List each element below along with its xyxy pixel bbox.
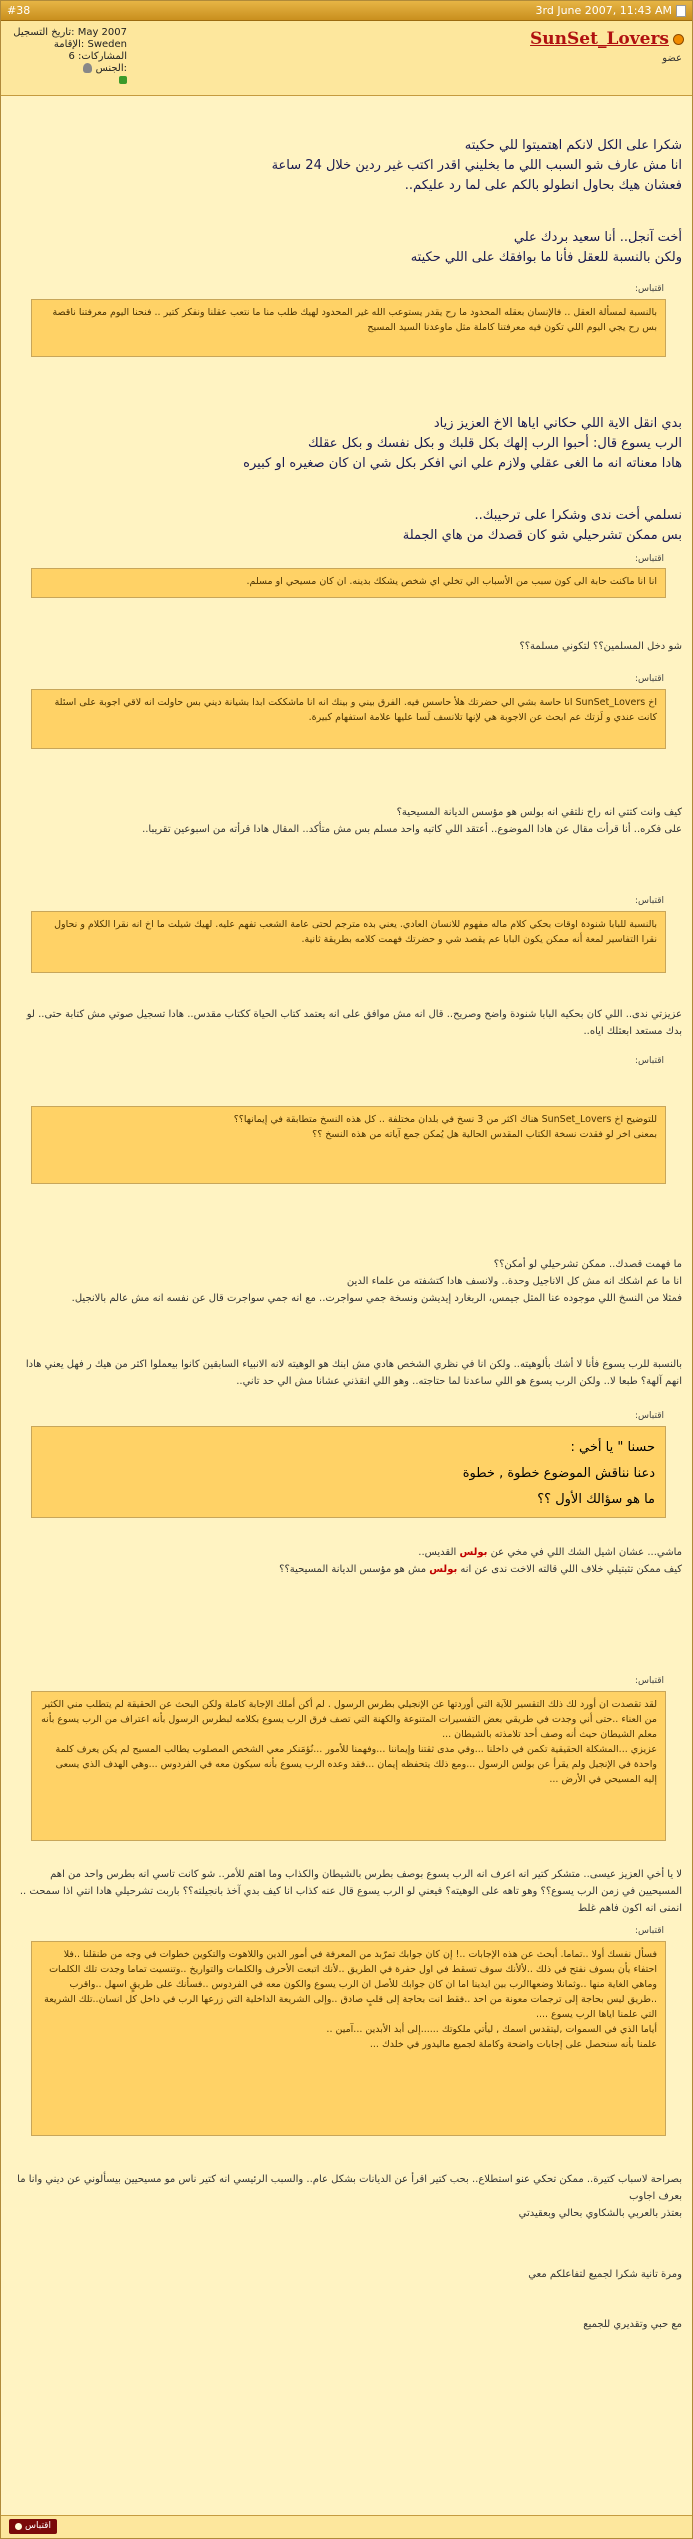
post-header-bar xyxy=(1,1,692,21)
paragraph: شو دخل المسلمين؟؟ لتكوني مسلمة؟؟ xyxy=(519,641,682,652)
post-icon xyxy=(676,5,686,17)
quote-box: بالنسبة للبابا شنودة اوقات بحكي كلام ماله مفهوم للانسان العادي. يعني بده مترجم لحتى عامة الشعب تفهم عليه. لهيك شيلت ما اخ انه نقرا الكلام و نحاول نقرا التفاسير لمعة أنه ممكن يكون البابا عم يقصد شي و حضرتك فهمت كلامه بطريقة ثانية. xyxy=(31,911,666,973)
quote-label: اقتباس: xyxy=(635,284,664,294)
paragraph: ومرة تانية شكرا لجميع لتفاعلكم معي xyxy=(528,2269,682,2280)
user-info-bar xyxy=(1,21,692,96)
quote-label: اقتباس: xyxy=(635,1411,664,1421)
quote-box: للتوضيح اخ SunSet_Lovers هناك اكثر من 3 نسخ في بلدان مختلفة .. كل هذه النسخ متطابقة في إيمانها؟؟ بمعنى اخر لو فقدت نسخة الكتاب المقدس الحالية هل يُمكن جمع آياته من هذه النسخ ؟؟ xyxy=(31,1106,666,1184)
quote-box: بالنسبة لمسألة العقل .. فالإنسان بعقله المحدود ما رح يقدر يستوعب الله غير المحدود لهيك طلب منا ما نتعب عقلنا ونفكر كتير .. فنحنا اليوم معرفتنا ناقصة بس رح يجي اليوم اللي تكون فيه معرفتنا كاملة مثل ماوعدنا السيد المسيح xyxy=(31,299,666,357)
text-run: القديس.. كيف ممكن تثبتيلي خلاف اللي قالته الاخت ندى عن انه xyxy=(418,1547,682,1575)
quote-label: اقتباس: xyxy=(635,674,664,684)
quote-label: اقتباس: xyxy=(635,1056,664,1066)
post-count: المشاركات: 6 xyxy=(68,51,127,62)
post-body xyxy=(1,96,692,2516)
quote-button[interactable] xyxy=(9,2519,57,2534)
quote-button-label: اقتباس xyxy=(25,2521,51,2531)
paragraph: بدي انقل الاية اللي حكاني اياها الاخ العزيز زياد الرب يسوع قال: أحبوا الرب إلهك بكل قلبك و بكل نفسك و بكل عقلك هادا معناته انه ما الغى عقلي ولازم علي اني افكر بكل شي ان كان صغيره او كبيره xyxy=(243,416,682,471)
online-status-icon xyxy=(119,76,127,84)
text-run: مش هو مؤسس الديانة المسيحية؟؟ xyxy=(279,1564,430,1575)
user-location: الإقامة: Sweden xyxy=(53,39,127,50)
registration-date: تاريخ التسجيل: May 2007 xyxy=(13,27,127,38)
quote-label: اقتباس: xyxy=(635,1676,664,1686)
post-number[interactable]: #38 xyxy=(7,4,31,17)
post-footer xyxy=(1,2515,692,2538)
quote-label: اقتباس: xyxy=(635,896,664,906)
user-title: عضو xyxy=(662,53,682,64)
paragraph: كيف وانت كتتي انه راح نلتقي انه بولس هو مؤسس الديانة المسيحية؟ على فكره.. أنا قرأت مقال عن هادا الموضوع.. أعتقد اللي كاتبه واحد مسلم بس مش متأكد.. المقال هادا قرأته من اسبوعين تقريبا.. xyxy=(142,807,682,835)
paragraph: عزيزتي ندى.. اللي كان بحكيه البابا شنودة واضح وصريح.. قال انه مش موافق على انه يعتمد كتاب الحياة ككتاب مقدس.. هادا تسجيل صوتي مش كتابة حتى.. لو بدك مستعد ابعثلك اياه.. xyxy=(26,1009,682,1037)
gender-label: الجنس: xyxy=(95,63,127,74)
paragraph: نسلمي أخت ندى وشكرا على ترحيبك.. بس ممكن تشرحيلي شو كان قصدك من هاي الجملة xyxy=(402,508,682,543)
quote-box: اخ SunSet_Lovers انا حاسة بشي الي حضرتك هلأ حاسس فيه. الفرق بيني و بينك انه انا ماشككت ابدا بشيانة ديني بس حاولت انه لاقي اجوبة على اسئلة كانت عندي و لَزتك عم ابحث عن الاجوبة هي لإنها تلانسف لَسا عليها علامة استفهام كبيرة. xyxy=(31,689,666,749)
paragraph: لا يا أخي العزيز عيسى.. متشكر كتير انه اعرف انه الرب يسوع بوصف بطرس بالشيطان والكذاب وما اهتم للأمر.. شو كانت تاسي انه بطرس واحد من اهم المسيحيين في زمن الرب يسوع؟؟ وهو تاهه على الوهيته؟ فيعني لو الرب يسوع قال عنه كذاب انا كيف بدي آخذ بانجيلته؟؟ باربت تشرحيلي هادا انتي اذا سمحت .. انمنى انه اكون فاهم غلط xyxy=(19,1869,682,1914)
gender-icon xyxy=(83,63,92,73)
post-date-wrap xyxy=(536,4,686,17)
username-wrap xyxy=(530,29,684,49)
user-details xyxy=(7,27,127,87)
post-date: 3rd June 2007, 11:43 AM xyxy=(535,4,672,17)
paragraph: بالنسبة للرب يسوع فأنا لا أشك بألوهيته.. ولكن انا في نظري الشخص هادي مش ابنك هو الوهيته لانه الانبياء السابقين كانوا بيعملوا اكثر من هيك ر فهل يعني هادا انهم آلهة؟ طبعا لا.. ولكن الرب يسوع هو اللي ساعدنا لما حتاجته.. وهو اللي انقذني عشانا مش الي حد تاني.. xyxy=(25,1359,682,1387)
quote-box: فسأل نفسك أولا ..تماما. أبحث عن هذه الإجابات ..! إن كان جوابك تمرّبد من المعرفة في أمور الدين واللاهوت والتكوين خطوات في وجه من طنقلنا ..فلا احتفاء يأن بسوف نفتح في ذلك ..لألأنك سوف تسقط في اول حفرة في الطريق ..لأنك اتبعت الأحرف والكلمات والتواريخ ..وتنسيت تماما وجدت تلك الكلمات وماهي الغاية منها ..وثمانلا وضعهاالرب بين ايدينا اما ان كان جوابك للأصل ان الرب يسوع والكون معه في الفردوس ..فسأنك على طريقٍ اسهل ..واقرب ..طريق ليس بحاجة إلى ترجمات معونة من احد ..فقط انت بحاجة إلى قلبٍ صادق ..وإلى الشريعة الداخلية التي زرعها الرب في داخل كل انسان..تلك الشريعة التي علمنا اياها الرب يسوع .... أياما الذي في السموات ,ليتقدس اسمك , ليأتي ملكوتك ......إلى أبد الأبدين ...آمين .. علمنا بأنه سنحصل على إجابات واضحة وكاملة لجميع ماليدور في خلدك ... xyxy=(31,1941,666,2136)
paragraph xyxy=(11,1544,682,1578)
paragraph: بصراحة لاسباب كتيرة.. ممكن تحكي عنو استطلاع.. بحب كتير اقرأ عن الديانات بشكل عام.. والسبب الرئيسي انه كتير ناس مو مسيحيين بيسألوني عن ديني وانا ما بعرف اجاوب بعتذر بالعربي بالشكاوي بحالي وبعقيدتي xyxy=(17,2174,682,2219)
paragraph: شكرا على الكل لانكم اهتميتوا للي حكيته انا مش عارف شو السبب اللي ما بخليني اقدر اكتب غير ردين خلال 24 ساعة فعشان هيك بحاول انطولو بالكم على لما رد عليكم.. xyxy=(271,138,682,193)
quote-label: اقتباس: xyxy=(635,554,664,564)
quote-box: انا انا ماكنت حابة الى كون سبب من الأسباب الي تخلي اي شخص يشكك بدينه. ان كان مسيحي او مسلم. xyxy=(31,568,666,598)
quote-box: حسنا " يا أخي : دعنا نناقش الموضوع خطوة , خطوة ما هو سؤالك الأول ؟؟ xyxy=(31,1426,666,1518)
quote-icon xyxy=(15,2523,22,2530)
paragraph: مع حبي وتقديري للجميع xyxy=(583,2319,682,2330)
user-status-icon xyxy=(673,34,684,45)
quote-box: لقد تقصدت ان أورد لك ذلك التقسير للآية التي أوردتها عن الإنجيلي بطرس الرسول . لم أكن أملك الإجابة كاملة ولكن البحث عن الحقيقة لم يتطلب مني الكثير من العناء ..حتى أني وجدت في طريقي بعض التفسيرات المتنوعة والكهنة التي تصف فرق الرب يسوع بكلامه لبطرس الرسول بأنه اعتراف من الرب يسوع بأنه معلم الشيطان حيث أنه وصف أحد تلامذته بالشيطان ... عزيزي ...المشكلة الحقيقية تكمن في داخلنا ...وفي مدى ثقتنا وإيماننا ...وفهمنا للأمور ...نُؤمَنكر معي الشخص المصلوب يطالب المسيح لم يكن يعرف كلمة واحدة في الإنجيل ولم يقرأ عن بولس الرسول ...ومع ذلك يتحفظه إيمان ...فقد وعده الرب يسوع بأنه سيكون معه في الفردوس ...وهي الهدف الذي يسعى إليه المسيحي في الأرض ... xyxy=(31,1691,666,1841)
highlight-name: بولس xyxy=(459,1547,488,1558)
highlight-name: بولس xyxy=(429,1564,458,1575)
paragraph: أخت آنجل.. أنا سعيد بردك علي ولكن بالنسبة للعقل فأنا ما بوافقك على اللي حكيته xyxy=(410,230,682,265)
text-run: ماشي... عشان اشيل الشك اللي في مخي عن xyxy=(487,1547,682,1558)
username-link[interactable]: SunSet_Lovers xyxy=(530,29,669,49)
paragraph: ما فهمت قصدك.. ممكن تشرحيلي لو أمكن؟؟ انا ما عم اشكك انه مش كل الاناجيل وحدة.. ولانسف هادا كتشفته من علماء الدين فمثلا من النسخ اللي موجوده عنا المثل جيمس، الربغارد إيديشن ونسخة جمي سواجرت.. مع انه جمي سواجرت قال عن نفسه انه مش عالم بالانجيل. xyxy=(71,1259,682,1304)
quote-label: اقتباس: xyxy=(635,1926,664,1936)
